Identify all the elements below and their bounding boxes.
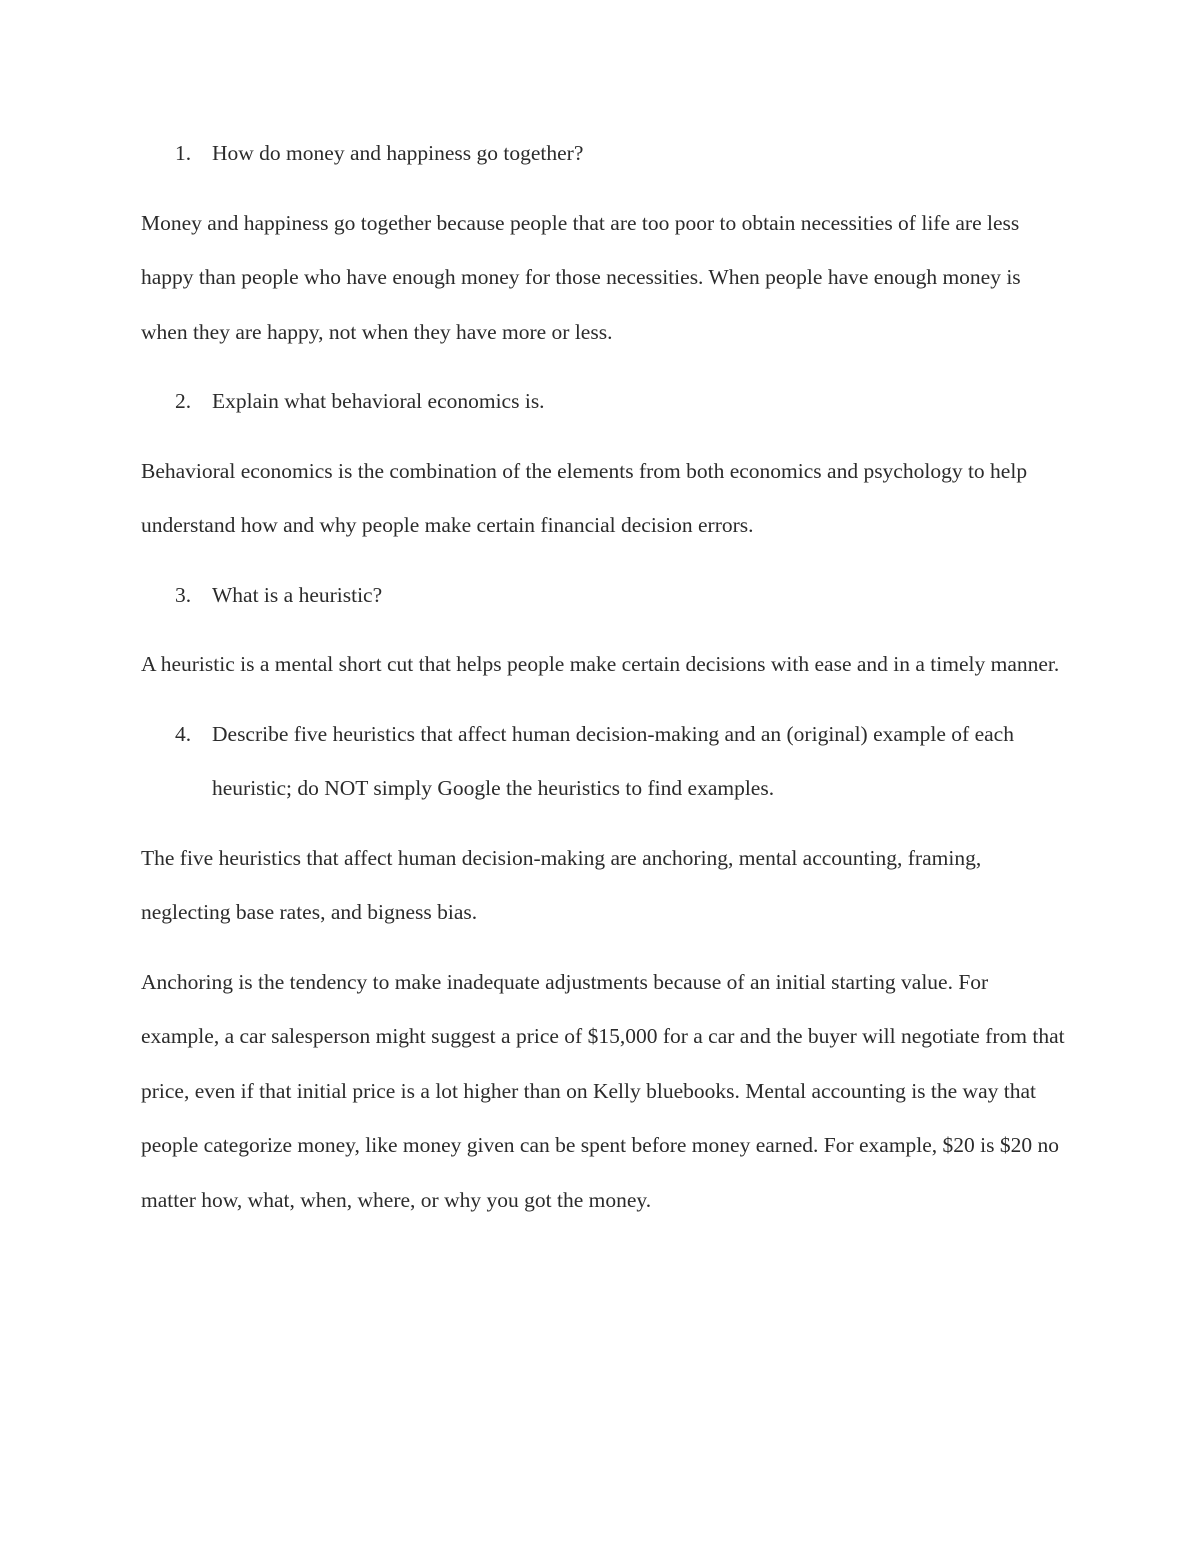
question-3 [141, 568, 1071, 623]
question-text: What is a heuristic? [212, 582, 383, 607]
answer-4-intro: The five heuristics that affect human decision-making are anchoring, mental accounting, framing, neglecting base rates, and bigness bias. [141, 845, 982, 924]
question-text: Describe five heuristics that affect human decision-making and an (original) example of each heuristic; do NOT simply Google the heuristics to find examples. [212, 721, 1014, 800]
question-2 [141, 374, 1071, 429]
question-text: How do money and happiness go together? [212, 141, 584, 165]
question-text: Explain what behavioral economics is. [212, 389, 545, 413]
question-4 [141, 707, 1071, 816]
question-1 [141, 126, 1071, 181]
answer-3: A heuristic is a mental short cut that helps people make certain decisions with ease and in a timely manner. [141, 652, 1060, 676]
question-number: 2. [175, 389, 192, 413]
answer-2: Behavioral economics is the combination of the elements from both economics and psychology to help understand how and why people make certain financial decision errors. [141, 458, 1028, 537]
answer-1: Money and happiness go together because people that are too poor to obtain necessities of life are less happy than people who have enough money for those necessities. When people have enough money is when they are happy, not when they have more or less. [141, 210, 1021, 344]
question-number: 1. [175, 141, 192, 165]
answer-4-detail: Anchoring is the tendency to make inadequate adjustments because of an initial starting value. For example, a car salesperson might suggest a price of $15,000 for a car and the buyer will negotiate from that price, even if that initial price is a lot higher than on Kelly bluebooks. Mental accounting is the way that people categorize money, like money given can be spent before money earned. For example, $20 is $20 no matter how, what, when, where, or why you got the money. [141, 969, 1065, 1212]
question-number: 4. [175, 721, 192, 746]
document-body [141, 126, 1071, 1242]
question-number: 3. [175, 582, 192, 607]
